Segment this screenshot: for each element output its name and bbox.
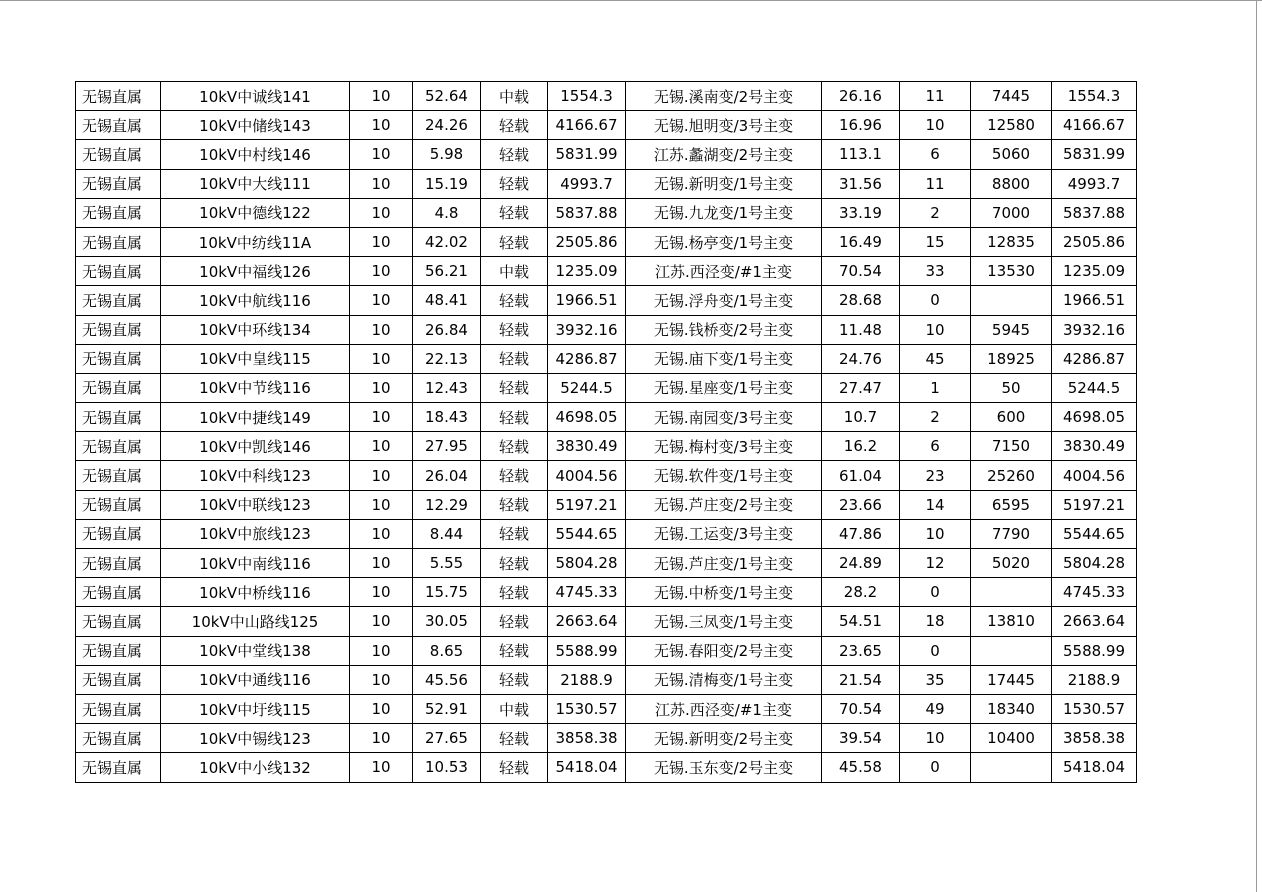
transformer-load-cell: 10.7 — [822, 403, 900, 432]
line-name-cell: 10kV中堂线138 — [161, 636, 350, 665]
capacity-cell: 4166.67 — [548, 111, 626, 140]
transformer-load-cell: 54.51 — [822, 607, 900, 636]
install-capacity-cell: 10400 — [971, 724, 1052, 753]
region-cell: 无锡直属 — [76, 432, 161, 461]
install-capacity-cell: 600 — [971, 403, 1052, 432]
load-status-cell: 轻载 — [481, 286, 548, 315]
count-cell: 11 — [900, 169, 971, 198]
line-name-cell: 10kV中南线116 — [161, 549, 350, 578]
region-cell: 无锡直属 — [76, 607, 161, 636]
table-row — [76, 432, 1137, 461]
transformer-cell: 无锡.杨亭变/1号主变 — [626, 227, 822, 256]
transformer-load-cell: 47.86 — [822, 519, 900, 548]
margin-cell: 2188.9 — [1052, 665, 1137, 694]
margin-cell: 5588.99 — [1052, 636, 1137, 665]
margin-cell: 2663.64 — [1052, 607, 1137, 636]
count-cell: 33 — [900, 257, 971, 286]
line-name-cell: 10kV中凯线146 — [161, 432, 350, 461]
transformer-cell: 无锡.庙下变/1号主变 — [626, 344, 822, 373]
region-cell: 无锡直属 — [76, 315, 161, 344]
load-rate-cell: 15.19 — [413, 169, 481, 198]
transformer-load-cell: 113.1 — [822, 140, 900, 169]
transformer-load-cell: 61.04 — [822, 461, 900, 490]
margin-cell: 5418.04 — [1052, 753, 1137, 782]
transformer-cell: 无锡.清梅变/1号主变 — [626, 665, 822, 694]
install-capacity-cell — [971, 636, 1052, 665]
margin-cell: 1530.57 — [1052, 694, 1137, 723]
margin-cell: 1554.3 — [1052, 82, 1137, 111]
transformer-cell: 无锡.芦庄变/1号主变 — [626, 549, 822, 578]
load-rate-cell: 18.43 — [413, 403, 481, 432]
margin-cell: 5244.5 — [1052, 373, 1137, 402]
install-capacity-cell: 18925 — [971, 344, 1052, 373]
load-status-cell: 轻载 — [481, 344, 548, 373]
load-status-cell: 轻载 — [481, 198, 548, 227]
voltage-cell: 10 — [350, 198, 413, 227]
voltage-cell: 10 — [350, 519, 413, 548]
table-row — [76, 198, 1137, 227]
region-cell: 无锡直属 — [76, 549, 161, 578]
install-capacity-cell: 13810 — [971, 607, 1052, 636]
line-name-cell: 10kV中环线134 — [161, 315, 350, 344]
load-status-cell: 轻载 — [481, 636, 548, 665]
table-row — [76, 286, 1137, 315]
line-name-cell: 10kV中旅线123 — [161, 519, 350, 548]
capacity-cell: 4698.05 — [548, 403, 626, 432]
line-name-cell: 10kV中节线116 — [161, 373, 350, 402]
capacity-cell: 4993.7 — [548, 169, 626, 198]
table-row — [76, 403, 1137, 432]
load-status-cell: 轻载 — [481, 111, 548, 140]
transformer-cell: 无锡.三凤变/1号主变 — [626, 607, 822, 636]
count-cell: 2 — [900, 198, 971, 227]
transformer-cell: 江苏.西泾变/#1主变 — [626, 257, 822, 286]
transformer-cell: 无锡.软件变/1号主变 — [626, 461, 822, 490]
capacity-cell: 3858.38 — [548, 724, 626, 753]
load-status-cell: 轻载 — [481, 140, 548, 169]
region-cell: 无锡直属 — [76, 461, 161, 490]
voltage-cell: 10 — [350, 636, 413, 665]
region-cell: 无锡直属 — [76, 257, 161, 286]
region-cell: 无锡直属 — [76, 82, 161, 111]
load-status-cell: 轻载 — [481, 607, 548, 636]
capacity-cell: 2505.86 — [548, 227, 626, 256]
line-name-cell: 10kV中圩线115 — [161, 694, 350, 723]
transformer-cell: 无锡.旭明变/3号主变 — [626, 111, 822, 140]
capacity-cell: 3932.16 — [548, 315, 626, 344]
load-rate-cell: 15.75 — [413, 578, 481, 607]
transformer-cell: 无锡.梅村变/3号主变 — [626, 432, 822, 461]
load-status-cell: 轻载 — [481, 549, 548, 578]
capacity-cell: 5831.99 — [548, 140, 626, 169]
region-cell: 无锡直属 — [76, 724, 161, 753]
transformer-cell: 无锡.溪南变/2号主变 — [626, 82, 822, 111]
count-cell: 2 — [900, 403, 971, 432]
margin-cell: 4745.33 — [1052, 578, 1137, 607]
transformer-load-cell: 70.54 — [822, 694, 900, 723]
line-name-cell: 10kV中科线123 — [161, 461, 350, 490]
transformer-load-cell: 39.54 — [822, 724, 900, 753]
voltage-cell: 10 — [350, 724, 413, 753]
table-row — [76, 169, 1137, 198]
line-name-cell: 10kV中皇线115 — [161, 344, 350, 373]
margin-cell: 4004.56 — [1052, 461, 1137, 490]
transformer-load-cell: 23.66 — [822, 490, 900, 519]
transformer-load-cell: 24.76 — [822, 344, 900, 373]
load-rate-cell: 26.04 — [413, 461, 481, 490]
load-status-cell: 轻载 — [481, 315, 548, 344]
region-cell: 无锡直属 — [76, 578, 161, 607]
table-row — [76, 607, 1137, 636]
load-status-cell: 中载 — [481, 694, 548, 723]
load-rate-cell: 5.55 — [413, 549, 481, 578]
load-status-cell: 轻载 — [481, 519, 548, 548]
install-capacity-cell: 17445 — [971, 665, 1052, 694]
region-cell: 无锡直属 — [76, 198, 161, 227]
table-row — [76, 724, 1137, 753]
margin-cell: 4698.05 — [1052, 403, 1137, 432]
install-capacity-cell: 18340 — [971, 694, 1052, 723]
count-cell: 12 — [900, 549, 971, 578]
voltage-cell: 10 — [350, 315, 413, 344]
region-cell: 无锡直属 — [76, 665, 161, 694]
capacity-cell: 4745.33 — [548, 578, 626, 607]
voltage-cell: 10 — [350, 432, 413, 461]
voltage-cell: 10 — [350, 403, 413, 432]
load-rate-cell: 56.21 — [413, 257, 481, 286]
table-row — [76, 694, 1137, 723]
line-name-cell: 10kV中德线122 — [161, 198, 350, 227]
install-capacity-cell: 7790 — [971, 519, 1052, 548]
data-table — [75, 81, 1137, 783]
install-capacity-cell: 5060 — [971, 140, 1052, 169]
line-name-cell: 10kV中山路线125 — [161, 607, 350, 636]
voltage-cell: 10 — [350, 373, 413, 402]
voltage-cell: 10 — [350, 140, 413, 169]
transformer-load-cell: 23.65 — [822, 636, 900, 665]
load-status-cell: 中载 — [481, 257, 548, 286]
transformer-load-cell: 16.96 — [822, 111, 900, 140]
table-row — [76, 549, 1137, 578]
table-row — [76, 578, 1137, 607]
count-cell: 14 — [900, 490, 971, 519]
install-capacity-cell — [971, 578, 1052, 607]
table-row — [76, 344, 1137, 373]
load-rate-cell: 22.13 — [413, 344, 481, 373]
load-status-cell: 中载 — [481, 82, 548, 111]
capacity-cell: 5837.88 — [548, 198, 626, 227]
count-cell: 0 — [900, 286, 971, 315]
transformer-cell: 无锡.工运变/3号主变 — [626, 519, 822, 548]
load-rate-cell: 30.05 — [413, 607, 481, 636]
count-cell: 10 — [900, 111, 971, 140]
margin-cell: 5804.28 — [1052, 549, 1137, 578]
transformer-cell: 无锡.中桥变/1号主变 — [626, 578, 822, 607]
capacity-cell: 5244.5 — [548, 373, 626, 402]
page-right-border — [1256, 0, 1257, 892]
capacity-cell: 5544.65 — [548, 519, 626, 548]
table-row — [76, 315, 1137, 344]
transformer-load-cell: 31.56 — [822, 169, 900, 198]
line-name-cell: 10kV中联线123 — [161, 490, 350, 519]
voltage-cell: 10 — [350, 753, 413, 782]
capacity-cell: 4286.87 — [548, 344, 626, 373]
table-row — [76, 665, 1137, 694]
install-capacity-cell: 12580 — [971, 111, 1052, 140]
transformer-cell: 无锡.南园变/3号主变 — [626, 403, 822, 432]
transformer-cell: 无锡.钱桥变/2号主变 — [626, 315, 822, 344]
install-capacity-cell: 8800 — [971, 169, 1052, 198]
region-cell: 无锡直属 — [76, 636, 161, 665]
transformer-load-cell: 33.19 — [822, 198, 900, 227]
count-cell: 45 — [900, 344, 971, 373]
load-rate-cell: 12.43 — [413, 373, 481, 402]
count-cell: 49 — [900, 694, 971, 723]
count-cell: 15 — [900, 227, 971, 256]
line-name-cell: 10kV中村线146 — [161, 140, 350, 169]
voltage-cell: 10 — [350, 286, 413, 315]
load-status-cell: 轻载 — [481, 169, 548, 198]
table-row — [76, 461, 1137, 490]
transformer-load-cell: 27.47 — [822, 373, 900, 402]
install-capacity-cell — [971, 753, 1052, 782]
transformer-load-cell: 24.89 — [822, 549, 900, 578]
capacity-cell: 1235.09 — [548, 257, 626, 286]
table-row — [76, 636, 1137, 665]
line-name-cell: 10kV中储线143 — [161, 111, 350, 140]
transformer-load-cell: 26.16 — [822, 82, 900, 111]
count-cell: 1 — [900, 373, 971, 402]
region-cell: 无锡直属 — [76, 490, 161, 519]
transformer-cell: 无锡.春阳变/2号主变 — [626, 636, 822, 665]
margin-cell: 4286.87 — [1052, 344, 1137, 373]
page-top-border — [0, 0, 1262, 1]
capacity-cell: 5197.21 — [548, 490, 626, 519]
region-cell: 无锡直属 — [76, 373, 161, 402]
load-status-cell: 轻载 — [481, 403, 548, 432]
capacity-cell: 5588.99 — [548, 636, 626, 665]
region-cell: 无锡直属 — [76, 753, 161, 782]
count-cell: 0 — [900, 753, 971, 782]
transformer-cell: 无锡.九龙变/1号主变 — [626, 198, 822, 227]
load-rate-cell: 10.53 — [413, 753, 481, 782]
margin-cell: 3932.16 — [1052, 315, 1137, 344]
margin-cell: 2505.86 — [1052, 227, 1137, 256]
load-rate-cell: 4.8 — [413, 198, 481, 227]
load-rate-cell: 42.02 — [413, 227, 481, 256]
install-capacity-cell: 7000 — [971, 198, 1052, 227]
margin-cell: 4993.7 — [1052, 169, 1137, 198]
margin-cell: 5197.21 — [1052, 490, 1137, 519]
transformer-cell: 江苏.西泾变/#1主变 — [626, 694, 822, 723]
load-status-cell: 轻载 — [481, 578, 548, 607]
transformer-cell: 无锡.星座变/1号主变 — [626, 373, 822, 402]
region-cell: 无锡直属 — [76, 519, 161, 548]
transformer-load-cell: 70.54 — [822, 257, 900, 286]
count-cell: 11 — [900, 82, 971, 111]
table-row — [76, 519, 1137, 548]
transformer-cell: 无锡.新明变/1号主变 — [626, 169, 822, 198]
line-name-cell: 10kV中诚线141 — [161, 82, 350, 111]
region-cell: 无锡直属 — [76, 111, 161, 140]
voltage-cell: 10 — [350, 490, 413, 519]
transformer-cell: 无锡.芦庄变/2号主变 — [626, 490, 822, 519]
count-cell: 10 — [900, 519, 971, 548]
table-row — [76, 140, 1137, 169]
capacity-cell: 5804.28 — [548, 549, 626, 578]
install-capacity-cell: 7150 — [971, 432, 1052, 461]
transformer-cell: 江苏.蠡湖变/2号主变 — [626, 140, 822, 169]
line-name-cell: 10kV中福线126 — [161, 257, 350, 286]
count-cell: 18 — [900, 607, 971, 636]
margin-cell: 4166.67 — [1052, 111, 1137, 140]
margin-cell: 5544.65 — [1052, 519, 1137, 548]
voltage-cell: 10 — [350, 169, 413, 198]
margin-cell: 1966.51 — [1052, 286, 1137, 315]
table-row — [76, 257, 1137, 286]
transformer-load-cell: 28.68 — [822, 286, 900, 315]
install-capacity-cell: 7445 — [971, 82, 1052, 111]
count-cell: 0 — [900, 636, 971, 665]
line-name-cell: 10kV中大线111 — [161, 169, 350, 198]
count-cell: 6 — [900, 140, 971, 169]
transformer-cell: 无锡.新明变/2号主变 — [626, 724, 822, 753]
install-capacity-cell: 5945 — [971, 315, 1052, 344]
load-rate-cell: 45.56 — [413, 665, 481, 694]
table-row — [76, 82, 1137, 111]
install-capacity-cell: 13530 — [971, 257, 1052, 286]
load-status-cell: 轻载 — [481, 665, 548, 694]
capacity-cell: 2188.9 — [548, 665, 626, 694]
line-name-cell: 10kV中锡线123 — [161, 724, 350, 753]
install-capacity-cell: 6595 — [971, 490, 1052, 519]
margin-cell: 3858.38 — [1052, 724, 1137, 753]
region-cell: 无锡直属 — [76, 286, 161, 315]
voltage-cell: 10 — [350, 578, 413, 607]
capacity-cell: 5418.04 — [548, 753, 626, 782]
voltage-cell: 10 — [350, 694, 413, 723]
install-capacity-cell: 12835 — [971, 227, 1052, 256]
margin-cell: 1235.09 — [1052, 257, 1137, 286]
table-row — [76, 111, 1137, 140]
count-cell: 10 — [900, 724, 971, 753]
capacity-cell: 2663.64 — [548, 607, 626, 636]
table-row — [76, 227, 1137, 256]
install-capacity-cell: 25260 — [971, 461, 1052, 490]
load-status-cell: 轻载 — [481, 432, 548, 461]
table-row — [76, 373, 1137, 402]
margin-cell: 3830.49 — [1052, 432, 1137, 461]
voltage-cell: 10 — [350, 607, 413, 636]
load-rate-cell: 48.41 — [413, 286, 481, 315]
count-cell: 0 — [900, 578, 971, 607]
transformer-load-cell: 45.58 — [822, 753, 900, 782]
transformer-load-cell: 11.48 — [822, 315, 900, 344]
line-name-cell: 10kV中桥线116 — [161, 578, 350, 607]
load-rate-cell: 5.98 — [413, 140, 481, 169]
load-status-cell: 轻载 — [481, 227, 548, 256]
load-status-cell: 轻载 — [481, 724, 548, 753]
capacity-cell: 3830.49 — [548, 432, 626, 461]
region-cell: 无锡直属 — [76, 344, 161, 373]
transformer-cell: 无锡.浮舟变/1号主变 — [626, 286, 822, 315]
load-rate-cell: 27.95 — [413, 432, 481, 461]
voltage-cell: 10 — [350, 257, 413, 286]
load-status-cell: 轻载 — [481, 461, 548, 490]
load-rate-cell: 8.65 — [413, 636, 481, 665]
load-rate-cell: 8.44 — [413, 519, 481, 548]
region-cell: 无锡直属 — [76, 694, 161, 723]
transformer-load-cell: 16.2 — [822, 432, 900, 461]
line-name-cell: 10kV中通线116 — [161, 665, 350, 694]
table-row — [76, 490, 1137, 519]
line-name-cell: 10kV中小线132 — [161, 753, 350, 782]
load-status-cell: 轻载 — [481, 490, 548, 519]
count-cell: 35 — [900, 665, 971, 694]
voltage-cell: 10 — [350, 82, 413, 111]
install-capacity-cell: 50 — [971, 373, 1052, 402]
line-name-cell: 10kV中航线116 — [161, 286, 350, 315]
load-rate-cell: 52.91 — [413, 694, 481, 723]
table-body — [76, 82, 1137, 783]
capacity-cell: 1530.57 — [548, 694, 626, 723]
table-row — [76, 753, 1137, 782]
line-name-cell: 10kV中纺线11A — [161, 227, 350, 256]
load-rate-cell: 26.84 — [413, 315, 481, 344]
load-rate-cell: 27.65 — [413, 724, 481, 753]
region-cell: 无锡直属 — [76, 140, 161, 169]
voltage-cell: 10 — [350, 111, 413, 140]
line-name-cell: 10kV中捷线149 — [161, 403, 350, 432]
region-cell: 无锡直属 — [76, 169, 161, 198]
margin-cell: 5837.88 — [1052, 198, 1137, 227]
load-rate-cell: 24.26 — [413, 111, 481, 140]
load-rate-cell: 52.64 — [413, 82, 481, 111]
capacity-cell: 4004.56 — [548, 461, 626, 490]
load-rate-cell: 12.29 — [413, 490, 481, 519]
count-cell: 23 — [900, 461, 971, 490]
region-cell: 无锡直属 — [76, 403, 161, 432]
transformer-cell: 无锡.玉东变/2号主变 — [626, 753, 822, 782]
load-status-cell: 轻载 — [481, 753, 548, 782]
region-cell: 无锡直属 — [76, 227, 161, 256]
capacity-cell: 1966.51 — [548, 286, 626, 315]
transformer-load-cell: 16.49 — [822, 227, 900, 256]
voltage-cell: 10 — [350, 549, 413, 578]
voltage-cell: 10 — [350, 665, 413, 694]
count-cell: 10 — [900, 315, 971, 344]
install-capacity-cell — [971, 286, 1052, 315]
install-capacity-cell: 5020 — [971, 549, 1052, 578]
load-status-cell: 轻载 — [481, 373, 548, 402]
capacity-cell: 1554.3 — [548, 82, 626, 111]
count-cell: 6 — [900, 432, 971, 461]
transformer-load-cell: 21.54 — [822, 665, 900, 694]
voltage-cell: 10 — [350, 461, 413, 490]
voltage-cell: 10 — [350, 227, 413, 256]
transformer-load-cell: 28.2 — [822, 578, 900, 607]
voltage-cell: 10 — [350, 344, 413, 373]
margin-cell: 5831.99 — [1052, 140, 1137, 169]
